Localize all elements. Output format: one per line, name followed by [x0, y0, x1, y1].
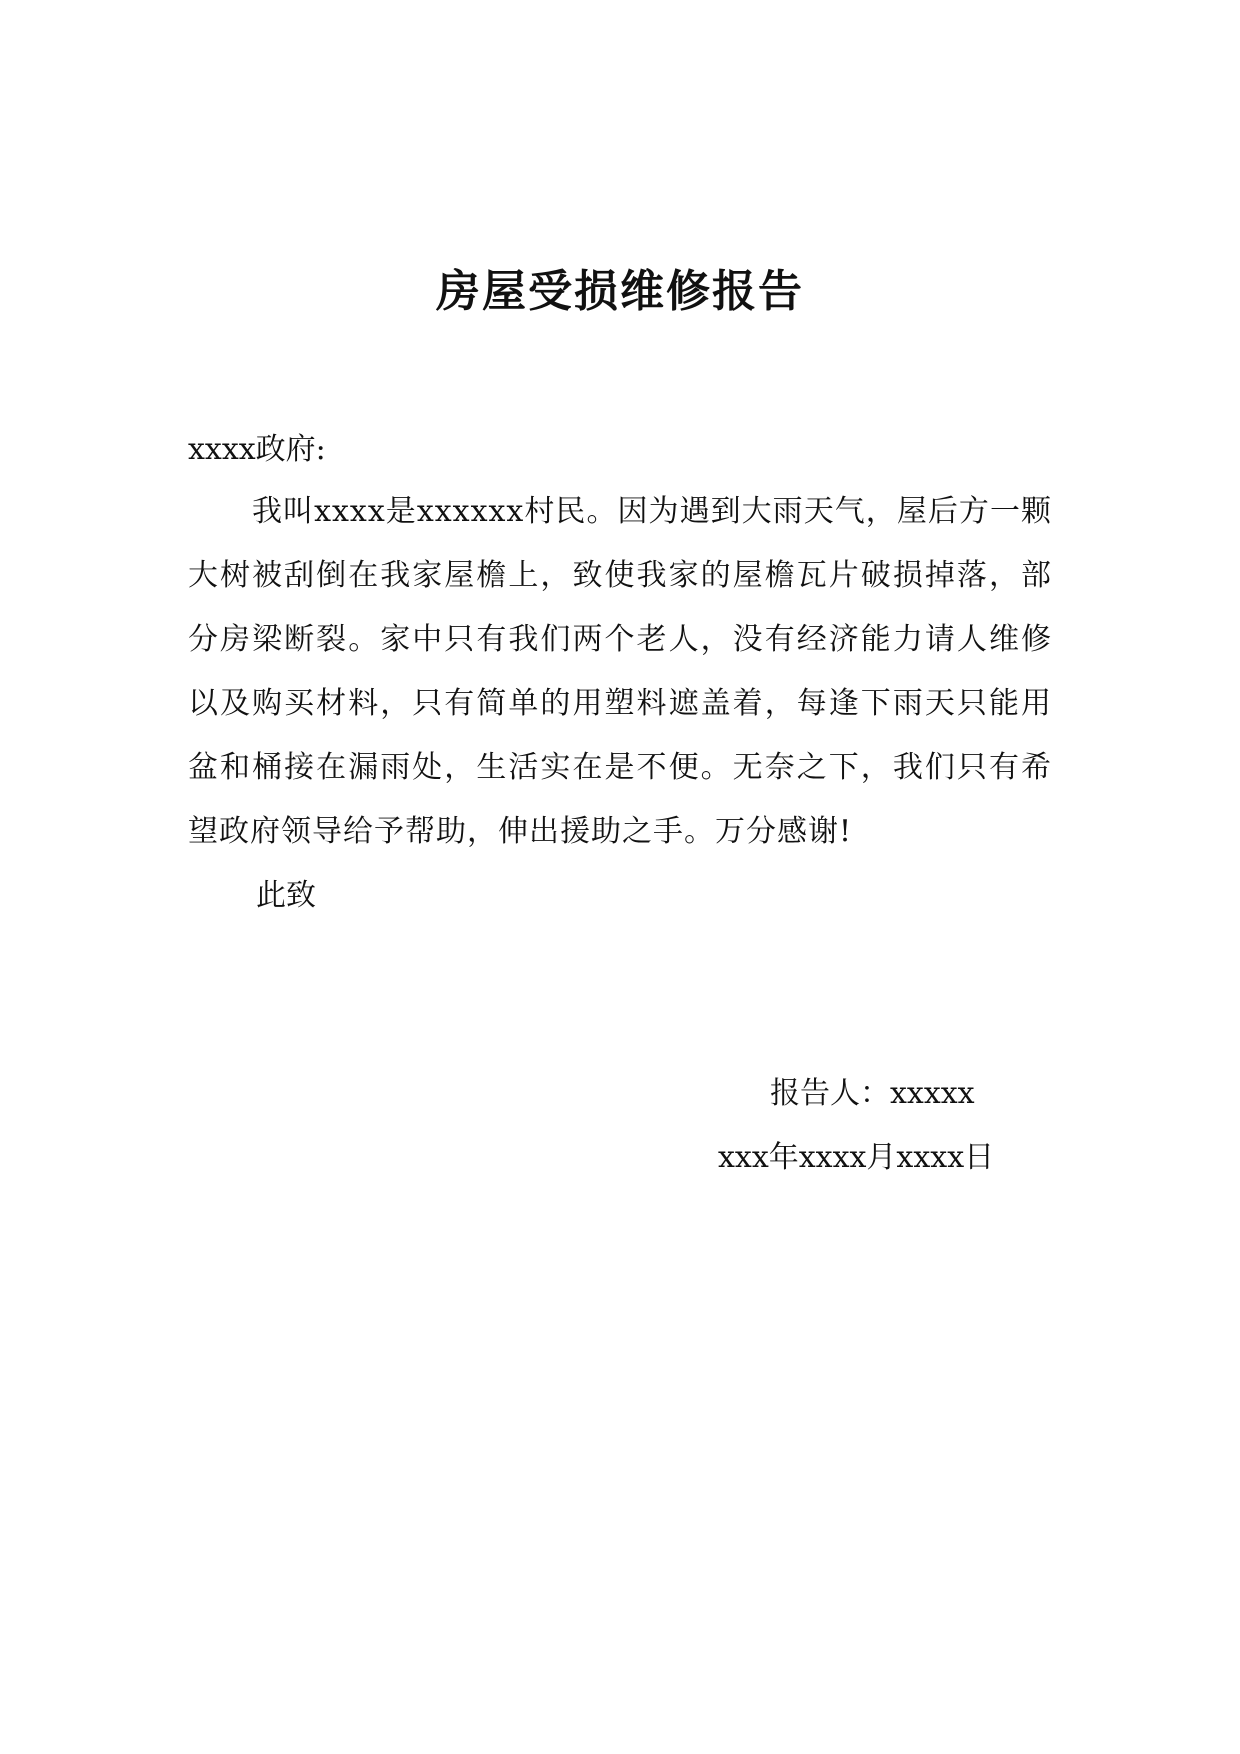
- body-paragraph: 我叫xxxx是xxxxxx村民。因为遇到大雨天气，屋后方一颗大树被刮倒在我家屋檐上，致使我家的屋檐瓦片破损掉落，部分房梁断裂。家中只有我们两个老人，没有经济能力请人维修以及购买材料，只有简单的用塑料遮盖着，每逢下雨天只能用盆和桶接在漏雨处，生活实在是不便。无奈之下，我们只有希望政府领导给予帮助，伸出援助之手。万分感谢!: [188, 494, 1052, 849]
- report-date: xxx年xxxx月xxxx日: [718, 1140, 995, 1175]
- salutation: xxxx政府:: [188, 432, 326, 467]
- closing-phrase: 此致: [256, 878, 316, 913]
- reporter-signature: 报告人：xxxxx: [770, 1076, 975, 1111]
- document-title: 房屋受损维修报告: [436, 266, 804, 317]
